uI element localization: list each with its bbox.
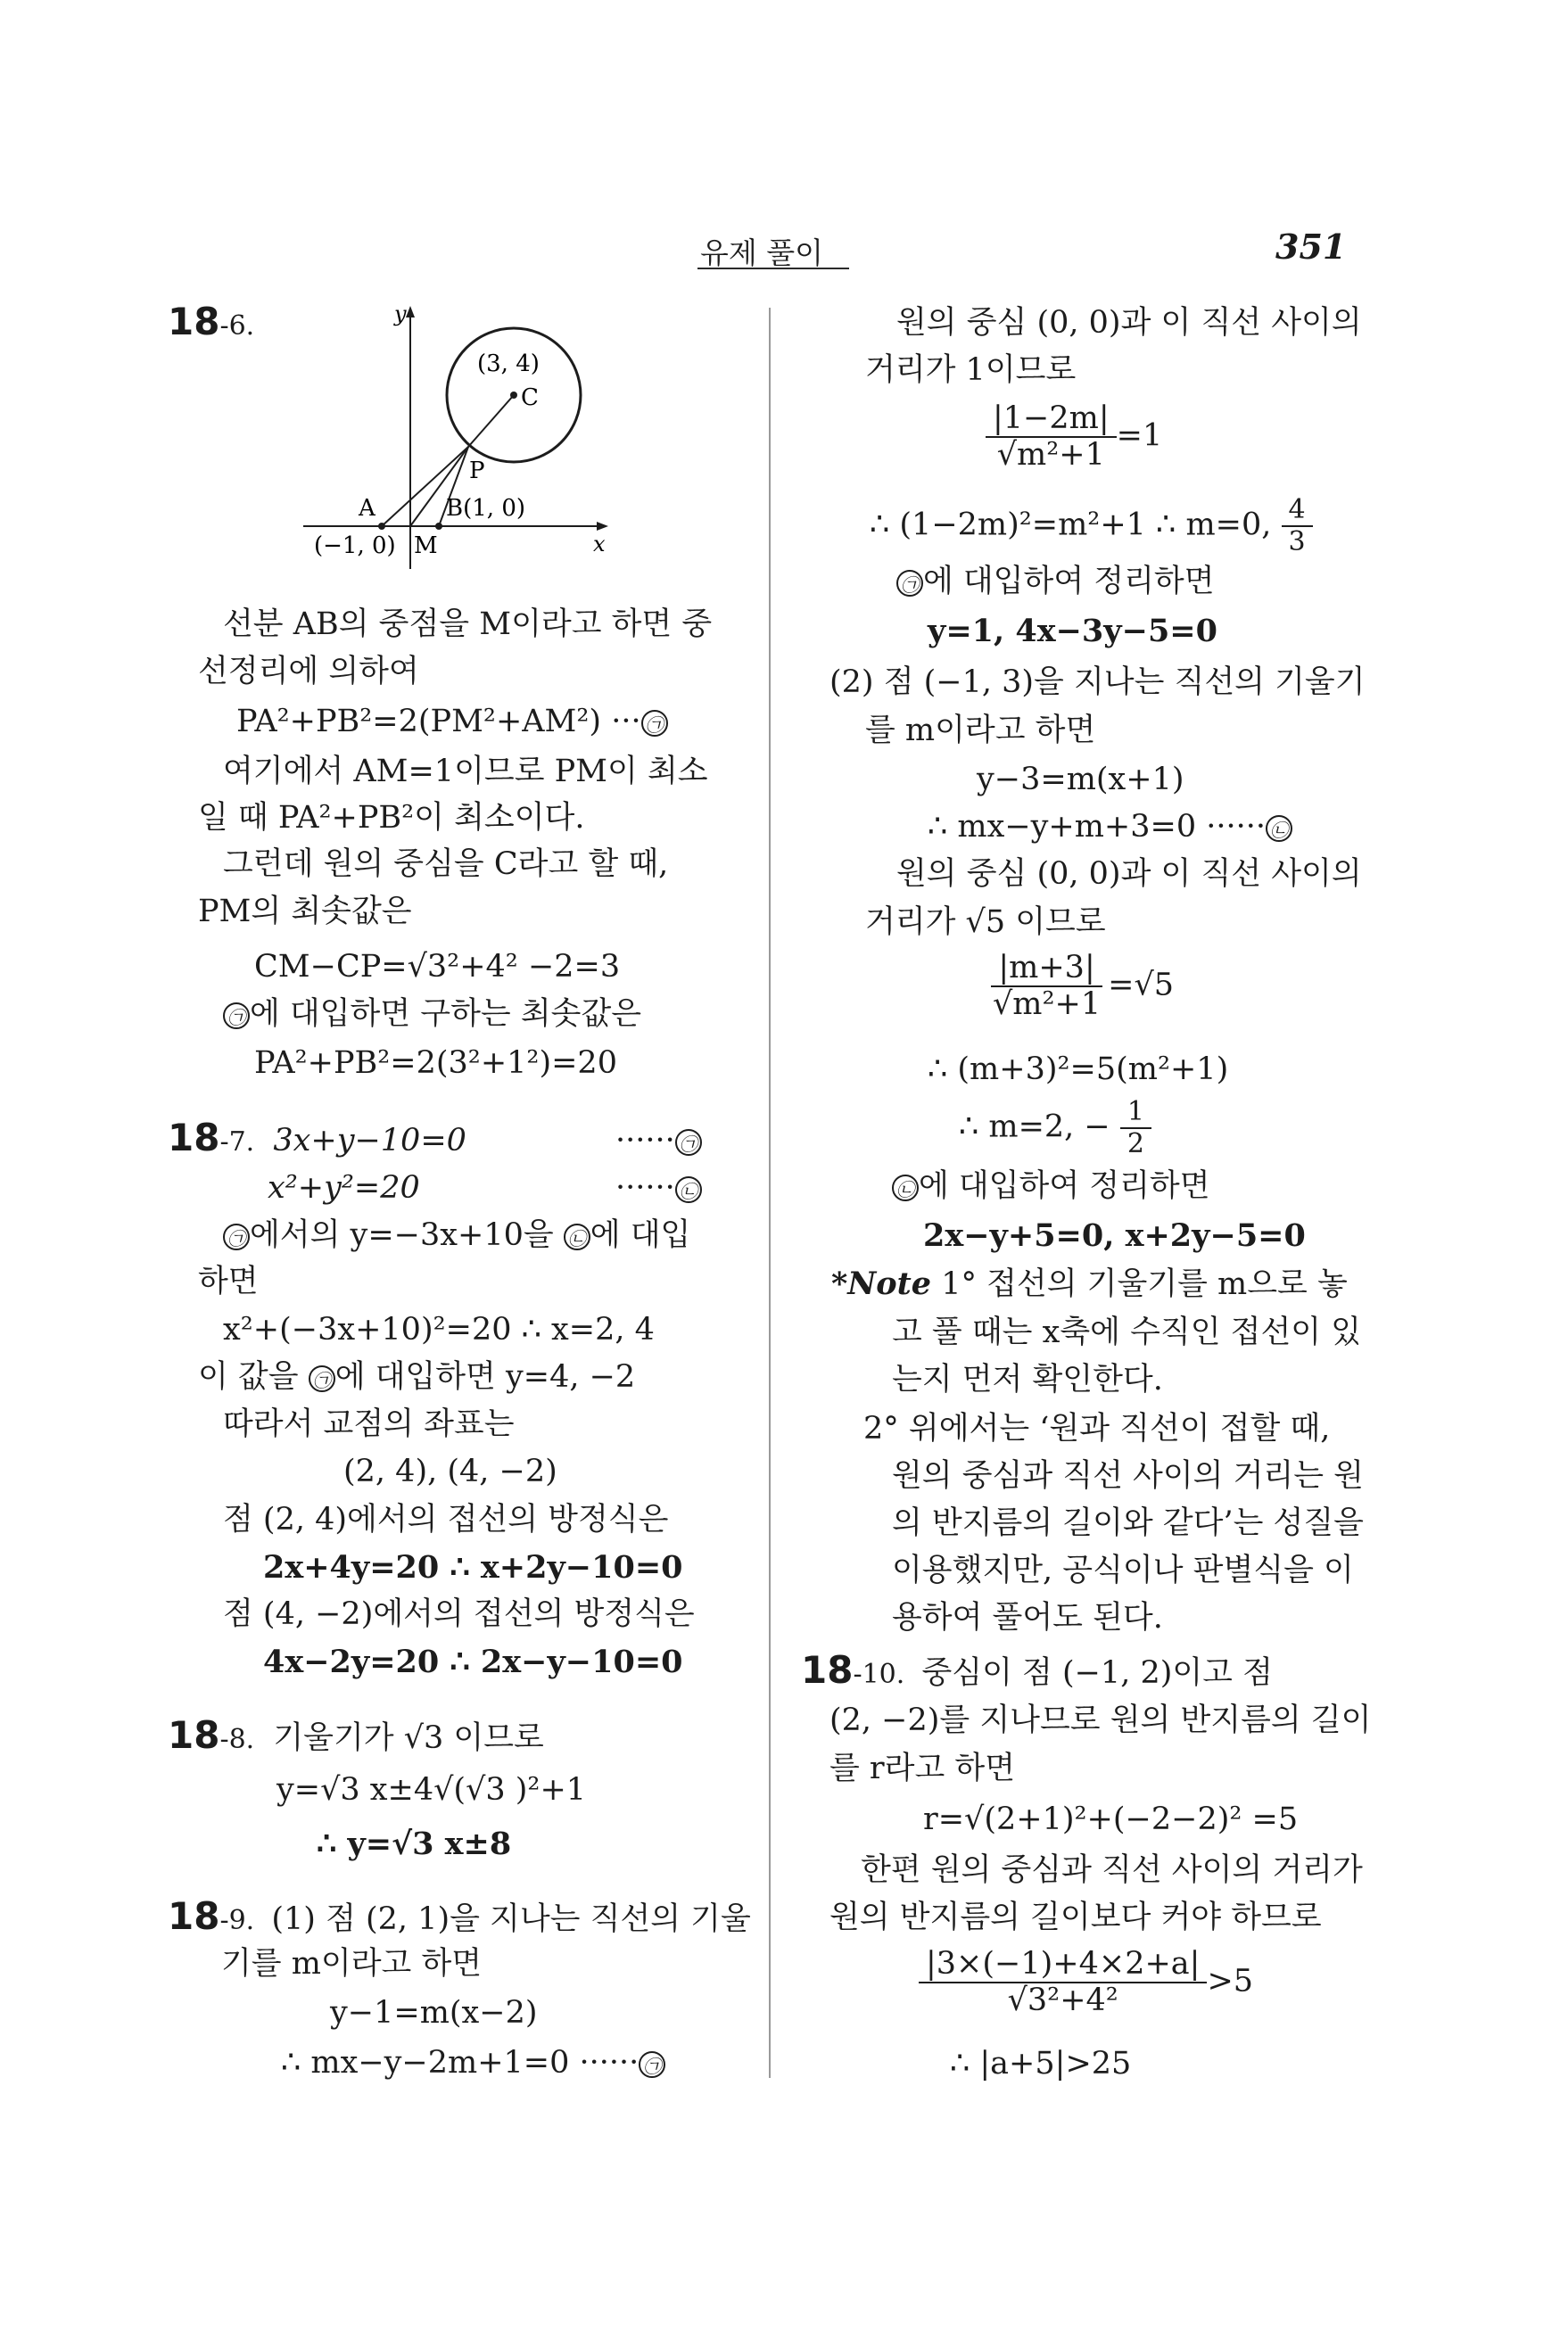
circled-2-icon: ㉡ (1266, 815, 1292, 842)
problem-18-9-heading: 18-9. (1) 점 (2, 1)을 지나는 직선의 기울 (168, 1894, 751, 1938)
p186-line-6: 그런데 원의 중심을 C라고 할 때, (223, 846, 669, 882)
circled-2-icon: ㉡ (892, 1175, 919, 1201)
circled-2-icon: ㉡ (564, 1224, 590, 1250)
note-line-4: 2° 위에서는 ‘원과 직선이 접할 때, (863, 1411, 1331, 1447)
p186-line-8: CM−CP=√3²+4² −2=3 (254, 949, 621, 985)
r-line-6: y=1, 4x−3y−5=0 (928, 613, 1217, 649)
p187-line-12: 4x−2y=20 ∴ 2x−y−10=0 (263, 1644, 683, 1680)
x-axis-arrow-icon (597, 522, 608, 531)
point-a-label: A (359, 495, 375, 522)
p189-line-2: 기를 m이라고 하면 (221, 1946, 483, 1982)
p186-line-1: 선분 AB의 중점을 M이라고 하면 중 (223, 606, 713, 642)
p1810-line-3: 를 r라고 하면 (829, 1751, 1016, 1786)
problem-18-8-heading: 18-8. 기울기가 √3 이므로 (168, 1713, 544, 1757)
r-line-15: ∴ m=2, − $\frac{1}{2}$ (959, 1099, 1151, 1158)
r-line-8: 를 m이라고 하면 (865, 713, 1096, 748)
point-a-dot (378, 523, 385, 530)
r-line-10: ∴ mx−y+m+3=0 ······ ㉡ (928, 812, 1292, 843)
p187-line-3: ㉠ 에서의 y=−3x+10을 ㉡ 에 대입 (223, 1220, 690, 1251)
r-eq-2: $\frac{|m+3|}{\text{√m²+1}}$ =√5 (986, 952, 1174, 1020)
r-eq-1: $\frac{|1-2m|}{\text{√m²+1}}$ =1 (986, 403, 1162, 471)
point-b-dot (435, 523, 442, 530)
point-m-label: M (414, 532, 438, 559)
y-axis-label: y (394, 301, 407, 326)
p186-line-4: 여기에서 AM=1이므로 PM이 최소 (223, 754, 708, 789)
point-c-coord: (3, 4) (477, 350, 540, 377)
p187-line-2: x²+y²=20 (268, 1170, 420, 1206)
p187-line-10: 2x+4y=20 ∴ x+2y−10=0 (263, 1549, 683, 1586)
p1810-line-6: 원의 반지름의 길이보다 커야 하므로 (829, 1900, 1322, 1935)
p186-line-5: 일 때 PA²+PB²이 최소이다. (198, 800, 585, 836)
circled-1-icon: ㉠ (309, 1365, 335, 1392)
page-header-title: 유제 풀이 (700, 235, 824, 270)
point-p-label: P (469, 458, 485, 484)
page-number: 351 (1275, 227, 1347, 267)
r-line-7: (2) 점 (−1, 3)을 지나는 직선의 기울기 (829, 664, 1366, 700)
p187-ref-2: ······ ㉡ (615, 1173, 702, 1204)
p189-line-3: y−1=m(x−2) (330, 1995, 538, 2031)
r-line-11: 원의 중심 (0, 0)과 이 직선 사이의 (896, 856, 1362, 892)
p187-line-8: (2, 4), (4, −2) (343, 1454, 557, 1489)
circled-2-icon: ㉡ (675, 1176, 702, 1203)
r-line-14: ∴ (m+3)²=5(m²+1) (928, 1051, 1229, 1087)
figure-18-6 (294, 301, 624, 569)
p186-line-3: PA²+PB²=2(PM²+AM²) ··· ㉠ (236, 706, 668, 738)
circled-1-icon: ㉠ (223, 1002, 250, 1029)
segment-cp (468, 395, 514, 447)
note-line-6: 의 반지름의 길이와 같다’는 성질을 (892, 1505, 1364, 1541)
r-line-5: ㉠ 에 대입하여 정리하면 (896, 566, 1215, 598)
p187-line-7: 따라서 교점의 좌표는 (223, 1406, 515, 1442)
p187-ref-1: ······ ㉠ (615, 1125, 702, 1157)
fraction: $\frac{|3\times(-1)+4\times 2+a|}{\text{√3²+4²}}$ (919, 1949, 1207, 2016)
fraction: $\frac{4}{3}$ (1282, 497, 1313, 556)
note-line-5: 원의 중심과 직선 사이의 거리는 원 (892, 1458, 1364, 1494)
fraction: $\frac{1}{2}$ (1120, 1099, 1151, 1158)
point-a-coord: (−1, 0) (314, 532, 396, 559)
point-b-label: B(1, 0) (446, 495, 526, 522)
problem-18-10-heading: 18-10. 중심이 점 (−1, 2)이고 점 (801, 1648, 1273, 1692)
p188-line-2: y=√3 x±4√(√3 )²+1 (276, 1772, 587, 1808)
note-line-3: 는지 먼저 확인한다. (892, 1362, 1163, 1397)
header-underline (697, 268, 849, 269)
p1810-eq: $\frac{|3\times(-1)+4\times 2+a|}{\text{√3²+4²}}$ >5 (919, 1949, 1253, 2016)
p187-line-4: 하면 (198, 1264, 259, 1299)
p186-line-7: PM의 최솟값은 (198, 894, 412, 929)
x-axis-label: x (593, 532, 606, 557)
fraction: $\frac{|1-2m|}{\text{√m²+1}}$ (986, 403, 1117, 471)
p186-line-10: PA²+PB²=2(3²+1²)=20 (254, 1045, 617, 1081)
p189-line-4: ∴ mx−y−2m+1=0 ······ ㉠ (281, 2048, 665, 2079)
p1810-line-2: (2, −2)를 지나므로 원의 반지름의 길이 (829, 1703, 1372, 1738)
note-line-8: 용하여 풀어도 된다. (892, 1600, 1163, 1636)
problem-18-7-heading: 18-7. 3x+y−10=0 (168, 1116, 466, 1159)
r-line-16: ㉡ 에 대입하여 정리하면 (892, 1171, 1210, 1202)
r-line-2: 거리가 1이므로 (865, 352, 1077, 388)
p187-line-6: 이 값을 ㉠ 에 대입하면 y=4, −2 (198, 1359, 636, 1395)
r-line-9: y−3=m(x+1) (977, 762, 1184, 797)
r-line-12: 거리가 √5 이므로 (865, 904, 1106, 940)
circled-1-icon: ㉠ (639, 2051, 665, 2078)
problem-18-6-heading: 18-6. (168, 300, 255, 343)
p188-line-3: ∴ y=√3 x±8 (317, 1826, 512, 1862)
p186-line-9: ㉠ 에 대입하면 구하는 최솟값은 (223, 999, 641, 1030)
r-line-4: ∴ (1−2m)²=m²+1 ∴ m=0, $\frac{4}{3}$ (870, 497, 1313, 556)
p1810-line-5: 한편 원의 중심과 직선 사이의 거리가 (861, 1852, 1363, 1888)
p187-line-9: 점 (2, 4)에서의 접선의 방정식은 (223, 1502, 669, 1538)
y-axis-arrow-icon (406, 306, 415, 317)
p1810-line-8: ∴ |a+5|>25 (950, 2046, 1132, 2082)
column-divider (769, 308, 771, 2078)
p187-line-5: x²+(−3x+10)²=20 ∴ x=2, 4 (223, 1312, 655, 1348)
r-line-1: 원의 중심 (0, 0)과 이 직선 사이의 (896, 305, 1362, 341)
point-c-label: C (521, 384, 539, 411)
circled-1-icon: ㉠ (675, 1129, 702, 1156)
circled-1-icon: ㉠ (641, 710, 668, 737)
circled-1-icon: ㉠ (896, 570, 923, 597)
fraction: $\frac{|m+3|}{\text{√m²+1}}$ (993, 950, 1102, 1022)
note-line-2: 고 풀 때는 x축에 수직인 접선이 있 (892, 1315, 1362, 1350)
note-line-1: *Note 1° 접선의 기울기를 m으로 놓 (831, 1266, 1348, 1302)
circled-1-icon: ㉠ (223, 1224, 250, 1250)
note-line-7: 이용했지만, 공식이나 판별식을 이 (892, 1553, 1354, 1588)
p1810-line-4: r=√(2+1)²+(−2−2)² =5 (923, 1801, 1299, 1837)
p187-line-11: 점 (4, −2)에서의 접선의 방정식은 (223, 1596, 695, 1632)
p186-line-2: 선정리에 의하여 (198, 654, 419, 689)
r-line-17: 2x−y+5=0, x+2y−5=0 (923, 1217, 1306, 1254)
